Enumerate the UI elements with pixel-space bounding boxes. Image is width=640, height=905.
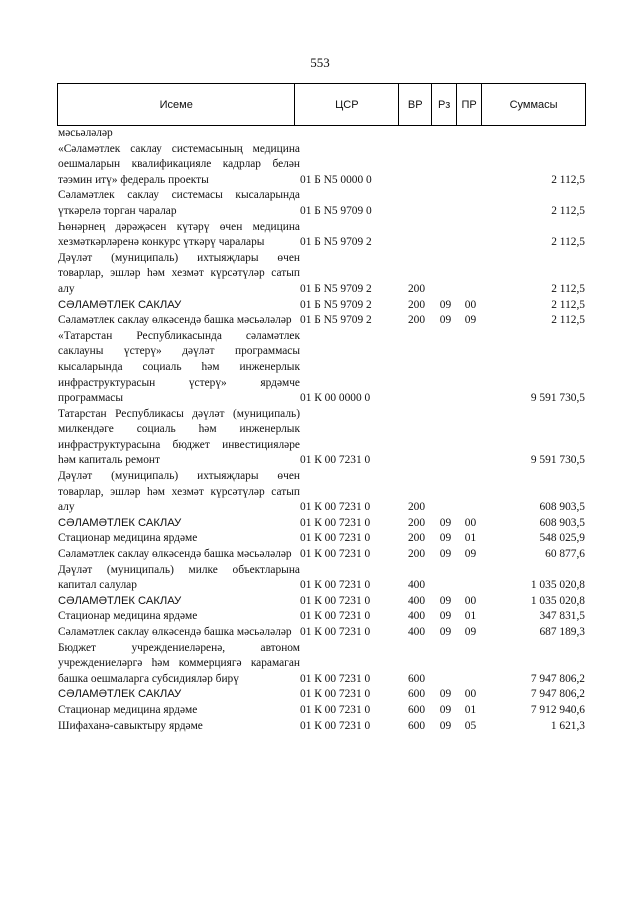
row-rz-cell [433,329,458,407]
row-sum-cell: 2 112,5 [551,236,585,249]
row-csr-cell: 01 Б N5 9709 2 [300,236,372,249]
row-sum-cell: 7 947 806,2 [530,672,585,685]
page-number: 553 [310,55,330,70]
row-name-cell: Сәламәтлек саклау системасы кысаларында үткәрелә торган чаралар [58,189,300,217]
row-rz-cell [433,641,458,688]
header-vr: ВР [399,84,432,126]
row-vr-cell: 200 [407,282,426,295]
row-vr-cell: 200 [407,501,426,514]
table-row [58,469,585,516]
row-pr-cell [458,469,483,516]
row-rz-cell [433,220,458,251]
row-name-cell: Дәүләт (муниципаль) ихтыяҗлары өчен товарлар, эшләр һәм хезмәт күрсәтүләр сатып алу [58,251,300,295]
table-row [58,531,585,547]
row-vr-cell [400,142,433,189]
row-sum-cell: 548 025,9 [539,532,585,545]
row-name-cell: «Сәламәтлек саклау системасының медицина оешмаларын квалификацияле кадрлар белән тәэмин итү» федераль проекты [58,142,300,186]
row-pr-cell [458,563,483,594]
header-name: Исеме [58,84,295,126]
row-csr-cell: 01 К 00 7231 0 [300,454,371,467]
row-sum-cell: 1 621,3 [550,719,585,732]
row-vr-cell [400,407,433,469]
header-csr: ЦСР [295,84,399,126]
row-rz-cell: 09 [439,610,452,623]
table-row [58,625,585,641]
table-row [58,188,585,219]
row-pr-cell [458,251,483,298]
row-name-cell: Стационар медицина ярдәме [58,610,198,623]
row-sum-cell: 2 112,5 [551,173,585,186]
row-vr-cell: 200 [407,532,426,545]
row-rz-cell: 09 [439,719,452,732]
row-vr-cell: 200 [407,516,426,529]
header-sum: Суммасы [482,84,586,126]
row-csr-cell: 01 К 00 7231 0 [300,532,371,545]
row-csr-cell: 01 К 00 7231 0 [300,548,371,561]
row-rz-cell: 09 [439,594,452,607]
row-vr-cell: 200 [407,298,426,311]
table-row [58,609,585,625]
row-name-cell: «Татарстан Республикасында сәламәтлек саклауны үстерү» дәүләт программасы кысаларында социаль һәм инженерлык инфраструктурасын үстерү» ярдәмче программасы [58,329,300,405]
row-name-cell: Дәүләт (муниципаль) милке объектларына капитал салулар [58,563,300,592]
row-vr-cell: 600 [407,672,426,685]
row-vr-cell: 400 [407,594,426,607]
row-rz-cell: 09 [439,298,452,311]
row-vr-cell: 400 [407,579,426,592]
row-csr-cell: 01 Б N5 9709 2 [300,298,372,311]
row-rz-cell: 09 [439,626,452,638]
row-name-cell: СӘЛАМӘТЛЕК САКЛАУ [58,516,182,529]
row-pr-cell [458,142,483,189]
table-row [58,126,585,142]
row-csr-cell: 01 Б N5 0000 0 [300,173,372,186]
row-pr-cell: 00 [464,516,477,529]
table-header [57,83,586,126]
row-csr-cell: 01 К 00 7231 0 [300,516,371,529]
table-row [58,641,585,688]
table-row [58,687,585,703]
row-pr-cell [458,641,483,688]
row-vr-cell: 400 [407,610,426,623]
row-pr-cell: 01 [464,532,477,545]
table-row [58,407,585,469]
row-rz-cell [433,407,458,469]
row-csr-cell: 01 Б N5 9709 2 [300,282,372,295]
row-rz-cell: 09 [439,532,452,545]
row-csr-cell: 01 К 00 7231 0 [300,579,371,592]
row-sum-cell: 608 903,5 [539,516,585,529]
row-name-cell: Дәүләт (муниципаль) ихтыяҗлары өчен товарлар, эшләр һәм хезмәт күрсәтүләр сатып алу [58,470,300,514]
table-row [58,313,585,329]
row-pr-cell [458,220,483,251]
row-name-cell: мәсьәләләр [58,127,113,139]
row-pr-cell [458,126,483,142]
table-row [58,563,585,594]
header-pr: ПР [457,84,482,126]
row-pr-cell [458,407,483,469]
row-name-cell: СӘЛАМӘТЛЕК САКЛАУ [58,594,182,607]
row-pr-cell [458,188,483,219]
row-rz-cell: 09 [439,703,452,716]
row-sum-cell: 2 112,5 [551,298,585,311]
row-rz-cell: 09 [439,314,452,327]
row-vr-cell [400,220,433,251]
row-csr-cell: 01 К 00 7231 0 [300,626,371,638]
table-row [58,594,585,610]
row-csr-cell: 01 Б N5 9709 2 [300,314,372,327]
row-vr-cell: 400 [407,626,426,638]
table-row [58,142,585,189]
row-rz-cell: 09 [439,516,452,529]
row-rz-cell: 09 [439,688,452,701]
row-csr-cell [300,126,400,142]
row-pr-cell [458,329,483,407]
row-sum-cell: 9 591 730,5 [530,392,585,405]
row-csr-cell: 01 К 00 7231 0 [300,672,371,685]
row-name-cell: Һөнәрнең дәрәҗәсен күтәрү өчен медицина хезмәткәрләренә конкурс үткәрү чаралары [58,220,300,249]
row-name-cell: Стационар медицина ярдәме [58,532,198,545]
table-row [58,251,585,298]
row-sum-cell: 687 189,3 [539,626,585,638]
row-rz-cell [433,469,458,516]
row-pr-cell: 09 [464,314,477,327]
row-pr-cell: 01 [464,610,477,623]
row-csr-cell: 01 Б N5 9709 0 [300,204,372,217]
table-row [58,220,585,251]
row-csr-cell: 01 К 00 7231 0 [300,703,371,716]
row-pr-cell: 00 [464,298,477,311]
table-row [58,547,585,563]
table-row [58,298,585,314]
row-rz-cell [433,188,458,219]
table-row [58,329,585,407]
row-rz-cell [433,126,458,142]
row-name-cell: СӘЛАМӘТЛЕК САКЛАУ [58,298,182,311]
row-sum-cell: 1 035 020,8 [530,594,585,607]
table-row [58,703,585,719]
row-sum-cell: 9 591 730,5 [530,454,585,467]
row-pr-cell: 00 [464,688,477,701]
row-name-cell: Сәламәтлек саклау өлкәсендә башка мәсьәләләр [58,548,292,561]
row-name-cell: Стационар медицина ярдәме [58,703,198,716]
row-sum-cell: 347 831,5 [539,610,585,623]
row-name-cell: Татарстан Республикасы дәүләт (муниципаль) милкендәге социаль һәм инженерлык инфраструктурасына бюджет инвестицияләре һәм капиталь ремонт [58,407,300,467]
row-vr-cell: 200 [407,314,426,327]
row-vr-cell [400,188,433,219]
row-sum-cell: 7 947 806,2 [530,688,585,701]
row-sum-cell: 2 112,5 [551,282,585,295]
row-rz-cell [433,251,458,298]
row-csr-cell: 01 К 00 0000 0 [300,392,371,405]
row-pr-cell: 05 [464,719,477,732]
row-pr-cell: 01 [464,703,477,716]
row-rz-cell: 09 [439,548,452,561]
row-sum-cell: 60 877,6 [545,548,585,561]
row-name-cell: Бюджет учреждениеләренә, автоном учреждениеләргә һәм коммерциягә карамаган башка оешмаларга субсидияләр бирү [58,641,300,685]
row-vr-cell: 600 [407,703,426,716]
row-csr-cell: 01 К 00 7231 0 [300,501,371,514]
budget-table [58,126,585,734]
row-pr-cell: 09 [464,548,477,561]
row-pr-cell: 00 [464,594,477,607]
row-name-cell: СӘЛАМӘТЛЕК САКЛАУ [58,688,182,701]
row-sum-cell: 608 903,5 [539,501,585,514]
row-csr-cell: 01 К 00 7231 0 [300,610,371,623]
row-sum-cell: 1 035 020,8 [530,579,585,592]
row-csr-cell: 01 К 00 7231 0 [300,688,371,701]
row-sum-cell: 2 112,5 [551,204,585,217]
row-name-cell: Шифаханә-савыктыру ярдәме [58,719,203,732]
row-vr-cell: 600 [407,688,426,701]
row-sum-cell: 7 912 940,6 [530,703,585,716]
row-vr-cell: 200 [407,548,426,561]
row-name-cell: Сәламәтлек саклау өлкәсендә башка мәсьәләләр [58,314,292,327]
row-vr-cell: 600 [407,719,426,732]
row-vr-cell [400,126,433,142]
row-sum-cell [483,126,585,142]
row-sum-cell: 2 112,5 [551,314,585,327]
row-rz-cell [433,563,458,594]
row-pr-cell: 09 [464,626,477,638]
table-row [58,516,585,532]
row-vr-cell [400,329,433,407]
row-csr-cell: 01 К 00 7231 0 [300,594,371,607]
header-rz: Рз [432,84,457,126]
row-name-cell: Сәламәтлек саклау өлкәсендә башка мәсьәләләр [58,626,292,638]
table-row [58,719,585,735]
row-csr-cell: 01 К 00 7231 0 [300,719,371,732]
row-rz-cell [433,142,458,189]
